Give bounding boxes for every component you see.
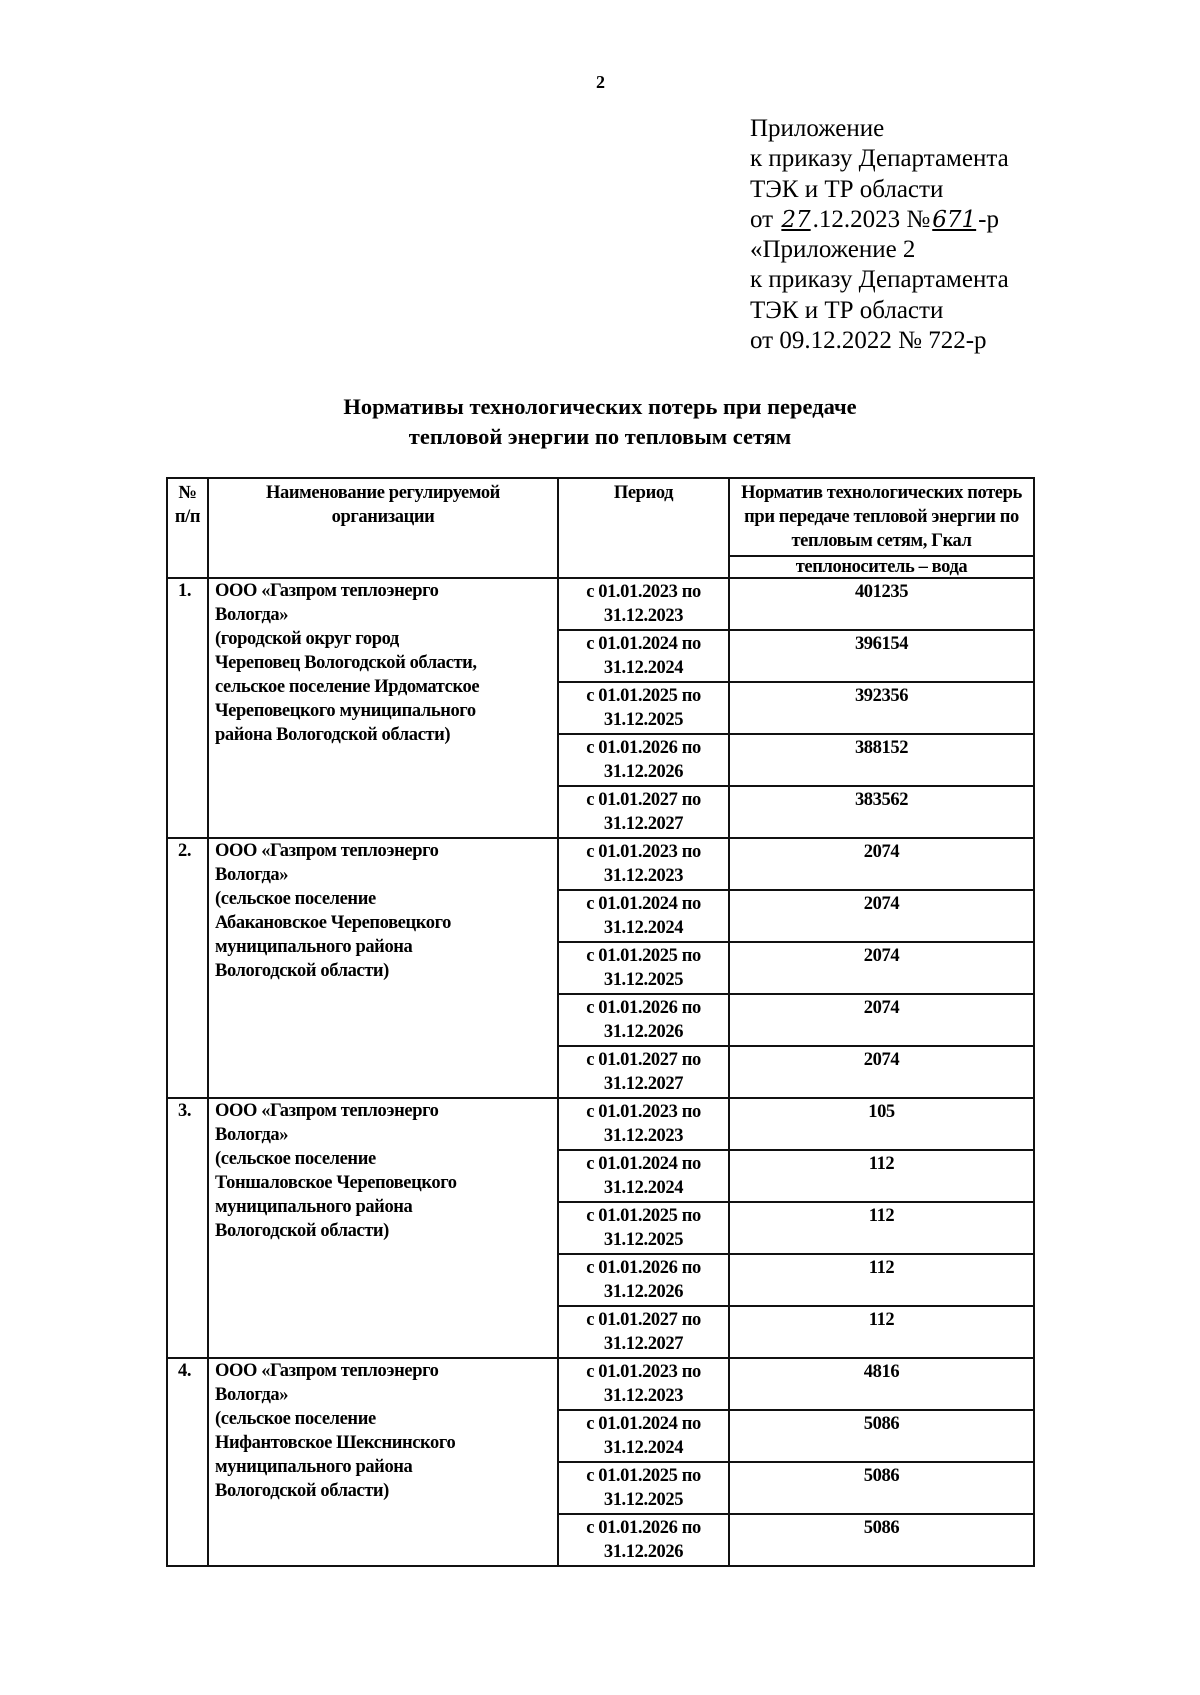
organization-name-line: (сельское поселение [215, 1409, 376, 1429]
period-to: 31.12.2023 [603, 866, 684, 886]
period-cell [558, 1202, 729, 1254]
header-norm: Норматив технологических потерь при передаче тепловой энергии по тепловым сетям, Гкал [729, 478, 1034, 556]
organization-name [208, 578, 558, 838]
organization-name-line: сельское поселение Ирдоматское [215, 677, 480, 697]
organization-name [208, 838, 558, 1098]
norm-value: 5086 [729, 1514, 1034, 1566]
norm-value: 5086 [729, 1462, 1034, 1514]
organization-name-line: ООО «Газпром теплоэнерго [215, 841, 439, 861]
period-to: 31.12.2026 [603, 762, 684, 782]
table-row [167, 1098, 1034, 1150]
period-cell [558, 890, 729, 942]
period-from: с 01.01.2024 по [586, 1154, 701, 1174]
period-from: с 01.01.2024 по [586, 1414, 701, 1434]
period-from: с 01.01.2026 по [586, 738, 701, 758]
organization-name-line: (городской округ город [215, 629, 399, 649]
period-from: с 01.01.2025 по [586, 686, 701, 706]
period-to: 31.12.2025 [603, 710, 684, 730]
organization-name-line: Абакановское Череповецкого [215, 913, 451, 933]
organization-name-line: муниципального района [215, 1197, 413, 1217]
organization-name-line: муниципального района [215, 1457, 413, 1477]
norm-value: 112 [729, 1150, 1034, 1202]
norm-value: 2074 [729, 838, 1034, 890]
organization-name-line: Вологодской области) [215, 1221, 389, 1241]
period-to: 31.12.2024 [603, 918, 684, 938]
period-to: 31.12.2027 [603, 814, 684, 834]
period-from: с 01.01.2024 по [586, 894, 701, 914]
table-row [167, 1358, 1034, 1410]
handwritten-order-number: 671 [932, 206, 977, 233]
period-cell [558, 1410, 729, 1462]
organization-name [208, 1358, 558, 1566]
organization-name-line: Вологда» [215, 865, 289, 885]
norm-value: 383562 [729, 786, 1034, 838]
organization-name-line: ООО «Газпром теплоэнерго [215, 1101, 439, 1121]
row-number: 4. [167, 1358, 208, 1566]
period-from: с 01.01.2026 по [586, 1258, 701, 1278]
row-number: 1. [167, 578, 208, 838]
period-from: с 01.01.2023 по [586, 1362, 701, 1382]
period-to: 31.12.2024 [603, 1438, 684, 1458]
organization-name-line: ООО «Газпром теплоэнерго [215, 1361, 439, 1381]
organization-name-line: муниципального района [215, 937, 413, 957]
annex-order-line [750, 205, 1009, 235]
period-from: с 01.01.2023 по [586, 1102, 701, 1122]
norm-value: 112 [729, 1254, 1034, 1306]
organization-name-line: Череповецкого муниципального [215, 701, 476, 721]
date-rest: .12.2023 № [812, 205, 931, 233]
period-to: 31.12.2027 [603, 1334, 684, 1354]
period-from: с 01.01.2026 по [586, 998, 701, 1018]
period-cell [558, 578, 729, 630]
norm-value: 112 [729, 1306, 1034, 1358]
organization-name-line: Череповец Вологодской области, [215, 653, 477, 673]
period-cell [558, 1306, 729, 1358]
period-from: с 01.01.2025 по [586, 946, 701, 966]
period-from: с 01.01.2027 по [586, 1310, 701, 1330]
title-line: Нормативы технологических потерь при передаче [343, 394, 857, 419]
period-cell [558, 682, 729, 734]
annex-line: от 09.12.2022 № 722-р [750, 327, 987, 355]
period-to: 31.12.2023 [603, 606, 684, 626]
annex-block [750, 114, 1009, 356]
period-cell [558, 1514, 729, 1566]
period-to: 31.12.2025 [603, 1230, 684, 1250]
period-cell [558, 1098, 729, 1150]
organization-name-line: Вологодской области) [215, 1481, 389, 1501]
period-cell [558, 630, 729, 682]
norm-value: 2074 [729, 994, 1034, 1046]
period-cell [558, 1254, 729, 1306]
table-row [167, 838, 1034, 890]
norm-value: 105 [729, 1098, 1034, 1150]
annex-line: «Приложение 2 [750, 236, 916, 264]
organization-name-line: Вологда» [215, 605, 289, 625]
period-from: с 01.01.2025 по [586, 1206, 701, 1226]
period-from: с 01.01.2027 по [586, 790, 701, 810]
header-period: Период [558, 478, 729, 578]
period-cell [558, 1150, 729, 1202]
period-to: 31.12.2025 [603, 1490, 684, 1510]
organization-name-line: Вологда» [215, 1385, 289, 1405]
organization-name-line: района Вологодской области) [215, 725, 451, 745]
norm-value: 2074 [729, 1046, 1034, 1098]
annex-line: ТЭК и ТР области [750, 175, 944, 203]
organization-name-line: Тоншаловское Череповецкого [215, 1173, 457, 1193]
header-coolant: теплоноситель – вода [729, 556, 1034, 578]
header-org: Наименование регулируемой организации [208, 478, 558, 578]
header-num: № п/п [167, 478, 208, 578]
period-cell [558, 1046, 729, 1098]
row-number: 3. [167, 1098, 208, 1358]
period-cell [558, 1462, 729, 1514]
period-to: 31.12.2026 [603, 1542, 684, 1562]
period-to: 31.12.2024 [603, 1178, 684, 1198]
title-line: тепловой энергии по тепловым сетям [408, 424, 792, 449]
period-to: 31.12.2026 [603, 1022, 684, 1042]
table-row [167, 578, 1034, 630]
norm-value: 112 [729, 1202, 1034, 1254]
organization-name-line: Нифантовское Шекснинского [215, 1433, 456, 1453]
period-to: 31.12.2024 [603, 658, 684, 678]
period-to: 31.12.2027 [603, 1074, 684, 1094]
period-from: с 01.01.2023 по [586, 582, 701, 602]
norm-value: 392356 [729, 682, 1034, 734]
period-cell [558, 1358, 729, 1410]
period-cell [558, 786, 729, 838]
period-from: с 01.01.2025 по [586, 1466, 701, 1486]
norm-value: 2074 [729, 890, 1034, 942]
norm-value: 401235 [729, 578, 1034, 630]
norm-value: 5086 [729, 1410, 1034, 1462]
date-prefix: от [750, 205, 780, 233]
period-from: с 01.01.2024 по [586, 634, 701, 654]
organization-name-line: ООО «Газпром теплоэнерго [215, 581, 439, 601]
order-suffix: -р [978, 205, 999, 233]
annex-line: Приложение [750, 115, 885, 142]
period-to: 31.12.2025 [603, 970, 684, 990]
period-to: 31.12.2023 [603, 1386, 684, 1406]
annex-line: к приказу Департамента [750, 266, 1009, 294]
organization-name-line: (сельское поселение [215, 889, 376, 909]
norm-value: 2074 [729, 942, 1034, 994]
handwritten-day: 27 [781, 206, 811, 233]
norm-value: 4816 [729, 1358, 1034, 1410]
period-to: 31.12.2026 [603, 1282, 684, 1302]
page-number: 2 [596, 72, 605, 92]
organization-name-line: Вологодской области) [215, 961, 389, 981]
annex-line: к приказу Департамента [750, 145, 1009, 173]
period-from: с 01.01.2023 по [586, 842, 701, 862]
norm-value: 388152 [729, 734, 1034, 786]
period-cell [558, 734, 729, 786]
norms-table [166, 477, 1035, 1567]
period-from: с 01.01.2026 по [586, 1518, 701, 1538]
organization-name-line: (сельское поселение [215, 1149, 376, 1169]
row-number: 2. [167, 838, 208, 1098]
period-cell [558, 838, 729, 890]
period-from: с 01.01.2027 по [586, 1050, 701, 1070]
period-cell [558, 942, 729, 994]
norm-value: 396154 [729, 630, 1034, 682]
annex-line: ТЭК и ТР области [750, 296, 944, 324]
table-body [167, 578, 1034, 1566]
organization-name-line: Вологда» [215, 1125, 289, 1145]
organization-name [208, 1098, 558, 1358]
document-title [0, 392, 1200, 452]
period-cell [558, 994, 729, 1046]
period-to: 31.12.2023 [603, 1126, 684, 1146]
